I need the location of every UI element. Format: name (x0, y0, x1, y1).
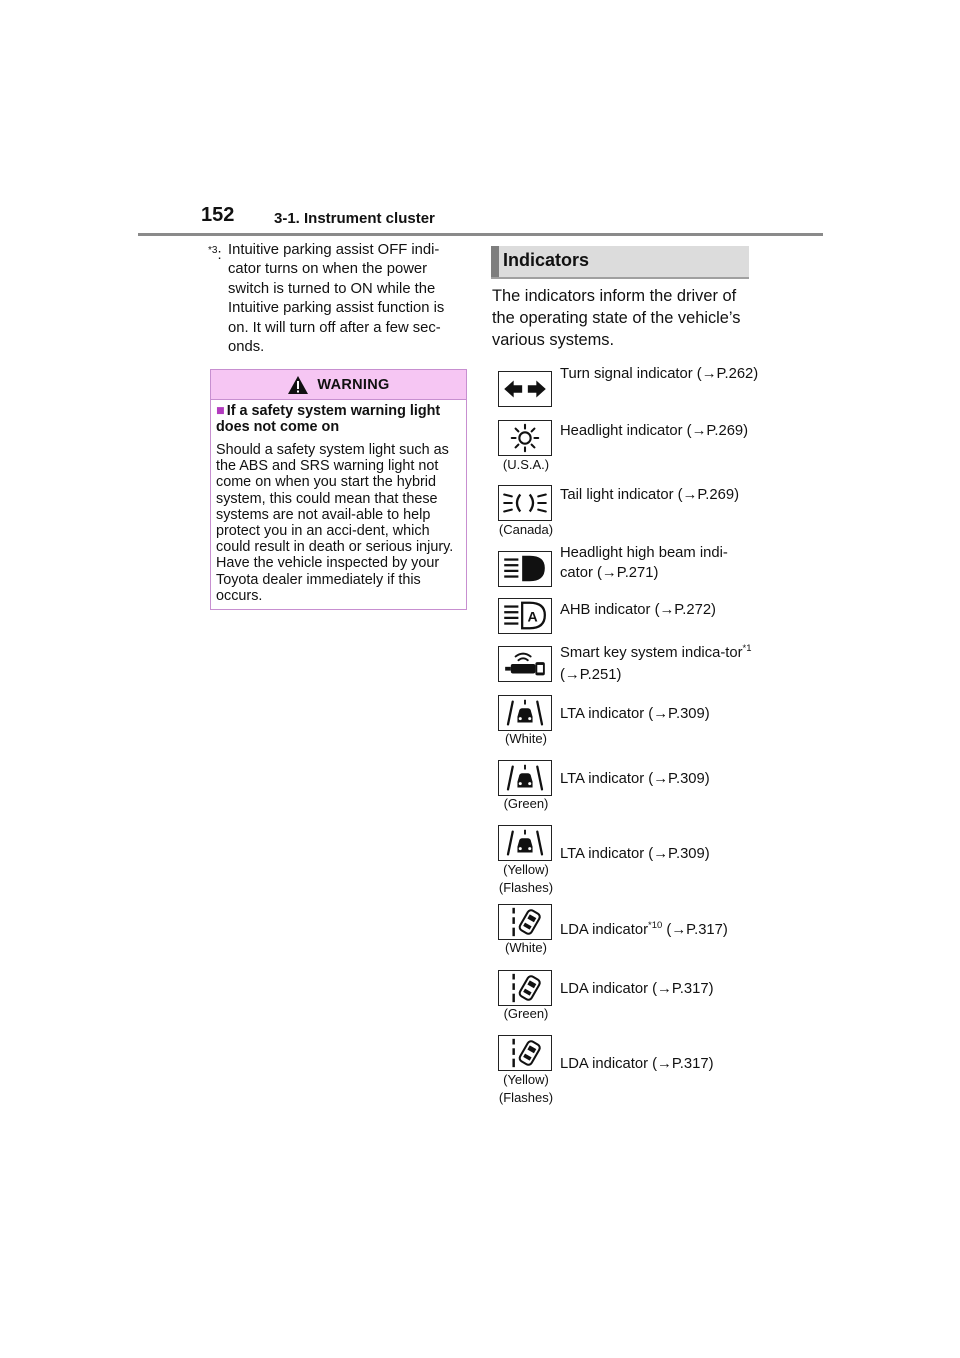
warning-body: Should a safety system light such as the ABS and SRS warning light not come on when you start the hybrid system, this could mean that these systems are not avail-able to help protect you in an acci-dent, which could result in death or serious injury. Have the vehicle inspected by your Toyota dealer immediately if this occurs. (216, 442, 454, 604)
indicator-row (492, 904, 762, 956)
indicator-description: LTA indicator (→P.309) (560, 706, 710, 722)
warning-subheading: ■ If a safety system warning light does not come on (216, 403, 441, 435)
tail-light-icon (498, 485, 552, 521)
indicator-row (492, 422, 762, 474)
lda-icon (498, 1035, 552, 1071)
svg-text:A: A (527, 609, 538, 626)
ahb-icon (498, 598, 552, 634)
header-divider (138, 233, 823, 236)
indicator-caption: (Green) (503, 1006, 549, 1021)
indicator-caption: (Canada) (498, 522, 554, 537)
footnote-text: Intuitive parking assist OFF indi-cator turns on when the power switch is turned to ON while the Intuitive parking assist function is on. It will turn off after a few sec-onds. (228, 242, 445, 356)
indicators-heading (491, 246, 749, 279)
indicator-description: Smart key system indica-tor$^{*1}$ (→P.251) (560, 643, 752, 683)
indicator-caption: (U.S.A.) (502, 457, 550, 472)
indicator-caption: (White) (505, 940, 547, 955)
indicator-description: Turn signal indicator (→P.262) (560, 366, 759, 382)
indicator-description: Headlight indicator (→P.269) (560, 423, 749, 439)
indicator-description: LTA indicator (→P.309) (560, 771, 710, 787)
square-bullet-icon: ■ (216, 403, 225, 419)
indicator-caption: (Green) (503, 796, 549, 811)
indicator-row (492, 1035, 762, 1107)
indicator-row (492, 825, 762, 897)
indicator-caption: (White) (505, 731, 547, 746)
indicator-description: LDA indicator (→P.317) (560, 981, 714, 997)
indicators-intro: The indicators inform the driver of the operating state of the vehicle’s various systems. (492, 287, 741, 349)
lta-icon (498, 825, 552, 861)
indicator-caption: (Yellow) (503, 1072, 549, 1087)
indicator-row (492, 544, 762, 592)
lda-icon (498, 904, 552, 940)
indicator-caption-secondary: (Flashes) (498, 1090, 554, 1105)
indicator-caption-secondary: (Flashes) (498, 880, 554, 895)
smart-key-icon (498, 646, 552, 682)
indicator-description: Headlight high beam indi-cator (→P.271) (560, 545, 728, 581)
indicator-row (492, 970, 762, 1022)
indicator-row (492, 760, 762, 812)
indicator-description: LDA indicator$^{*10}$ (→P.317) (560, 920, 728, 938)
footnote-marker: $^{*3}$: (208, 245, 222, 263)
turn-signal-icon (498, 371, 552, 407)
warning-box (210, 369, 467, 610)
indicator-row (492, 638, 762, 686)
section-title: 3-1. Instrument cluster (274, 210, 435, 227)
indicator-caption: (Yellow) (503, 862, 549, 877)
warning-title: WARNING (317, 376, 390, 393)
lda-icon (498, 970, 552, 1006)
indicator-description: LDA indicator (→P.317) (560, 1056, 714, 1072)
page-number: 152 (201, 204, 235, 226)
indicator-description: Tail light indicator (→P.269) (560, 487, 740, 503)
footnote (208, 241, 466, 357)
indicator-description: AHB indicator (→P.272) (560, 602, 716, 618)
indicator-row (492, 598, 762, 638)
indicator-row (492, 488, 762, 540)
indicator-row (492, 695, 762, 747)
warning-header (211, 370, 466, 400)
warning-triangle-icon (287, 375, 309, 395)
indicator-description: LTA indicator (→P.309) (560, 846, 710, 862)
lta-icon (498, 695, 552, 731)
high-beam-icon (498, 551, 552, 587)
indicators-heading-label: Indicators (503, 250, 590, 270)
indicator-row (492, 365, 762, 409)
lta-icon (498, 760, 552, 796)
headlight-icon (498, 420, 552, 456)
